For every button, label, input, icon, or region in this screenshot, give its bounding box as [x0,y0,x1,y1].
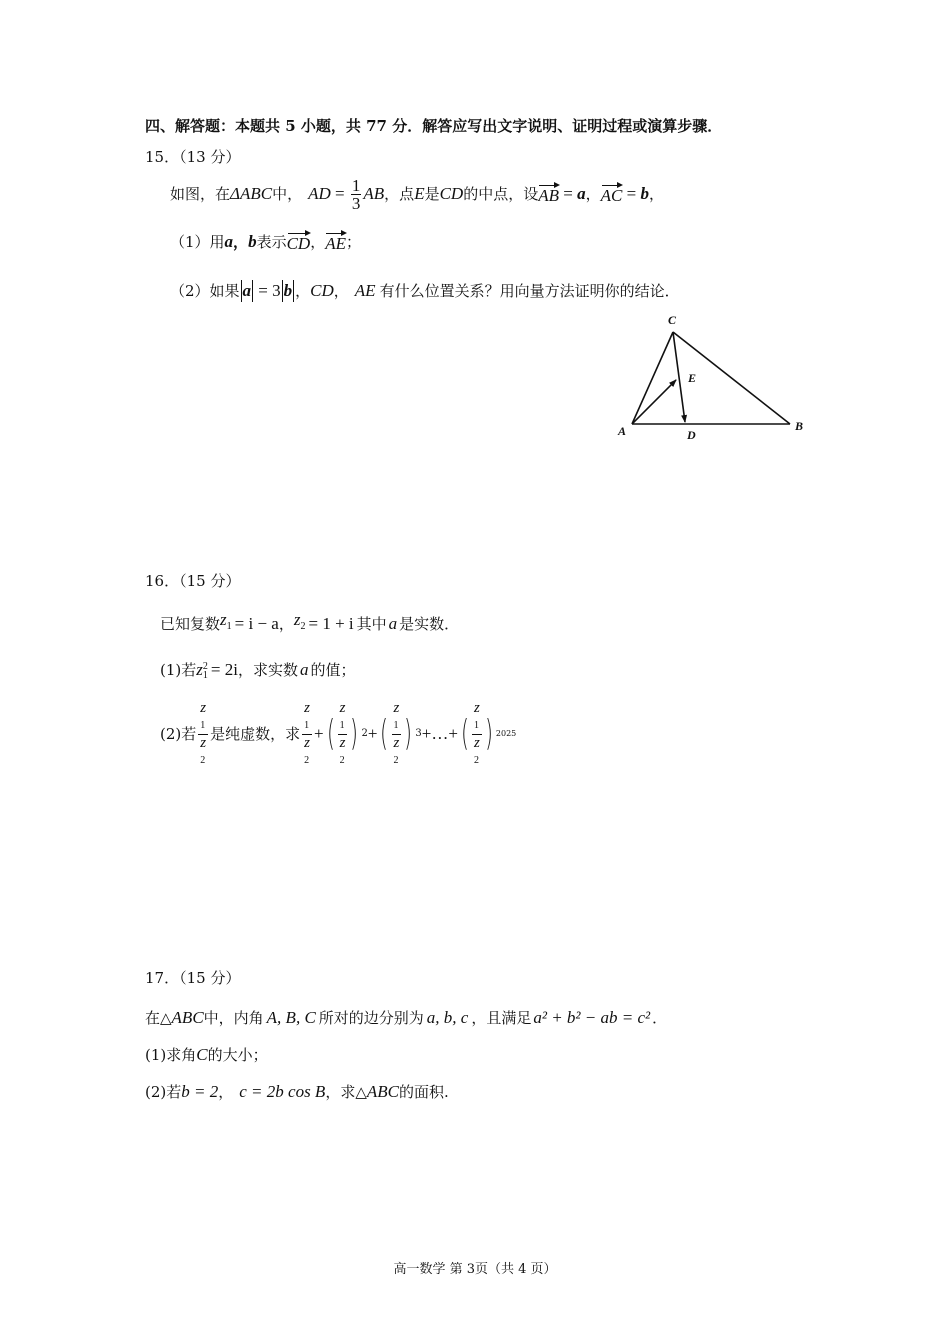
q15-part1: （1）用 a ， b 表示 CD ， AE ； [170,232,362,253]
q16-number: 16．（15 分） [145,572,241,590]
arrow-ae [632,380,676,424]
q17-intro: 在△ ABC 中，内角 A, B, C 所对的边分别为 a, b, c ，且满足 a² + b² − ab = c² ． [145,1008,668,1027]
q17-number: 17．（15 分） [145,969,241,987]
section-header: 四、解答题：本题共 5 小题，共 77 分．解答应写出文字说明、证明过程或演算步骤． [145,117,723,135]
q16-part2: (2)若 z 1 z 2 是纯虚数，求 z 1 z 2 + ( z 1 z 2 ) 2 + ( z 1 z 2 ) 3 +…+ ( z 1 z 2 ) 2025 [160,699,517,766]
q15-intro: 如图，在 ΔABC 中， AD = $\frac{1}{3}$ AB ，点 E 是 CD 的中点，设 AB = a ， AC = b ， [170,175,664,213]
label-a: A [618,424,627,438]
vector-ab: AB [538,182,559,206]
label-e: E [688,371,697,385]
q16-intro: 已知复数 $z_1$ = i − a ， $z_2$ = 1 + i 其中 a 是实数． [160,610,460,633]
q17-part1: (1)求角 C 的大小； [145,1045,268,1064]
arrow-cd [673,332,685,422]
vector-cd: CD [287,230,311,254]
triangle-figure [610,308,810,448]
vector-ac: AC [601,182,623,206]
q16-part1: (1)若 z 2 1 = 2i ，求实数 a 的值； [160,660,356,682]
side-ac [632,332,673,424]
page-footer: 高一数学 第 3页（共 4 页） [393,1262,557,1277]
label-b: B [795,419,804,433]
q15-number: 15．（13 分） [145,148,241,166]
vector-ae: AE [325,230,346,254]
q15-part2: （2）如果 a = 3 b ， CD ， AE 有什么位置关系？用向量方法证明你的结论． [170,281,680,300]
label-d: D [687,428,696,442]
q17-part2: (2)若 b = 2 ， c = 2b cos B ，求△ ABC 的面积. [145,1082,449,1101]
label-c: C [668,313,677,327]
